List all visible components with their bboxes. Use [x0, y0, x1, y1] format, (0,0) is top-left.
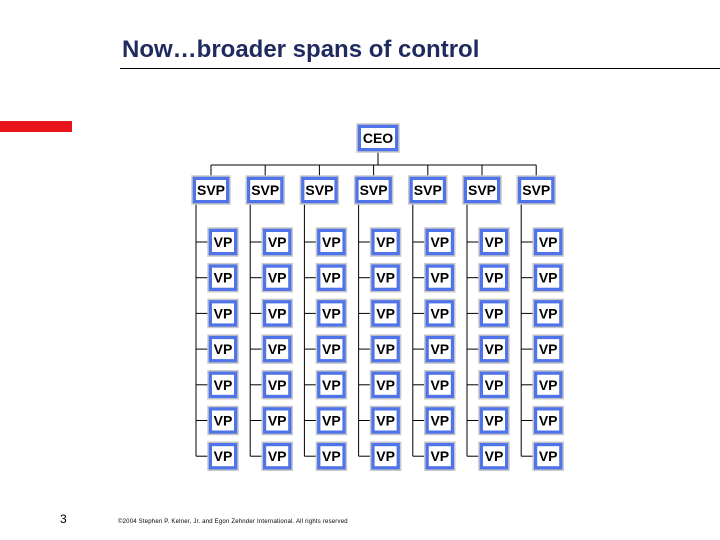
- vp-box: [316, 264, 346, 292]
- vp-box: [371, 264, 401, 292]
- vp-box: [533, 228, 563, 256]
- svp-box: [463, 176, 501, 204]
- svg-text:VP: VP: [322, 412, 341, 429]
- svg-text:VP: VP: [267, 269, 287, 286]
- vp-box: [262, 335, 292, 363]
- vp-box: [425, 442, 455, 470]
- svp-box: [409, 176, 447, 204]
- svg-text:VP: VP: [213, 269, 233, 286]
- vp-box: [425, 299, 455, 327]
- vp-box: [425, 407, 455, 435]
- vp-box: [479, 264, 509, 292]
- vp-box: [316, 228, 346, 256]
- vp-box: [533, 264, 563, 292]
- svg-text:VP: VP: [322, 269, 341, 286]
- svg-text:VP: VP: [322, 341, 341, 358]
- slide-title: Now…broader spans of control: [122, 36, 480, 63]
- svg-text:VP: VP: [430, 234, 450, 251]
- svg-text:VP: VP: [376, 269, 395, 286]
- svg-text:VP: VP: [538, 341, 558, 358]
- vp-box: [425, 335, 455, 363]
- svg-text:VP: VP: [538, 412, 558, 429]
- vp-box: [262, 371, 292, 399]
- vp-box: [208, 228, 238, 256]
- svg-text:VP: VP: [538, 448, 558, 465]
- svg-text:VP: VP: [267, 448, 287, 465]
- svg-text:SVP: SVP: [467, 182, 497, 199]
- svp-box: [300, 176, 338, 204]
- vp-box: [316, 335, 346, 363]
- svg-text:VP: VP: [430, 448, 450, 465]
- svp-box: [192, 176, 230, 204]
- vp-box: [208, 335, 238, 363]
- svg-text:VP: VP: [267, 412, 287, 429]
- svg-text:VP: VP: [430, 341, 450, 358]
- svg-text:VP: VP: [484, 448, 504, 465]
- svg-text:VP: VP: [322, 376, 341, 393]
- svg-text:VP: VP: [376, 305, 395, 322]
- vp-box: [262, 442, 292, 470]
- vp-box: [479, 228, 509, 256]
- svg-text:VP: VP: [213, 448, 233, 465]
- svg-text:VP: VP: [322, 234, 341, 251]
- svg-text:VP: VP: [430, 305, 450, 322]
- svg-text:SVP: SVP: [413, 182, 442, 199]
- svg-text:VP: VP: [484, 376, 504, 393]
- svg-text:VP: VP: [267, 234, 287, 251]
- svg-text:VP: VP: [376, 412, 395, 429]
- svg-text:VP: VP: [376, 448, 395, 465]
- svg-text:VP: VP: [376, 234, 395, 251]
- svg-text:VP: VP: [213, 234, 233, 251]
- svg-text:VP: VP: [376, 341, 395, 358]
- vp-box: [208, 407, 238, 435]
- svg-text:SVP: SVP: [522, 182, 551, 199]
- vp-box: [425, 371, 455, 399]
- svg-text:VP: VP: [213, 305, 233, 322]
- svg-text:VP: VP: [538, 376, 558, 393]
- vp-box: [479, 371, 509, 399]
- svg-text:VP: VP: [213, 341, 233, 358]
- svg-text:VP: VP: [322, 305, 341, 322]
- svg-text:VP: VP: [267, 376, 287, 393]
- svg-text:SVP: SVP: [251, 182, 280, 199]
- svp-box: [517, 176, 555, 204]
- svg-text:VP: VP: [484, 234, 504, 251]
- vp-box: [371, 407, 401, 435]
- vp-box: [533, 442, 563, 470]
- vp-box: [533, 371, 563, 399]
- svp-box: [246, 176, 284, 204]
- vp-box: [316, 371, 346, 399]
- svg-text:VP: VP: [538, 269, 558, 286]
- vp-box: [262, 407, 292, 435]
- svg-text:VP: VP: [267, 341, 287, 358]
- svg-text:VP: VP: [376, 376, 395, 393]
- vp-box: [479, 442, 509, 470]
- svg-text:VP: VP: [322, 448, 341, 465]
- vp-box: [371, 299, 401, 327]
- svg-text:VP: VP: [267, 305, 287, 322]
- vp-box: [208, 371, 238, 399]
- copyright-footer: ©2004 Stephen P. Kelner, Jr. and Egon Zehnder International. All rights reserved: [118, 519, 348, 525]
- page-number: 3: [60, 512, 67, 526]
- svg-text:VP: VP: [430, 412, 450, 429]
- svg-text:VP: VP: [484, 269, 504, 286]
- vp-box: [316, 407, 346, 435]
- vp-box: [479, 335, 509, 363]
- svg-text:VP: VP: [430, 269, 450, 286]
- vp-box: [479, 407, 509, 435]
- vp-box: [262, 264, 292, 292]
- svg-text:CEO: CEO: [362, 130, 394, 147]
- vp-box: [262, 299, 292, 327]
- svp-box: [355, 176, 393, 204]
- svg-text:VP: VP: [484, 412, 504, 429]
- svg-text:VP: VP: [538, 305, 558, 322]
- vp-box: [208, 264, 238, 292]
- vp-box: [316, 442, 346, 470]
- ceo-box: [357, 124, 399, 152]
- svg-text:VP: VP: [213, 412, 233, 429]
- vp-box: [533, 407, 563, 435]
- svg-text:SVP: SVP: [359, 182, 388, 199]
- svg-text:VP: VP: [538, 234, 558, 251]
- svg-text:VP: VP: [430, 376, 450, 393]
- vp-box: [371, 335, 401, 363]
- vp-box: [425, 228, 455, 256]
- svg-text:SVP: SVP: [196, 182, 226, 199]
- vp-box: [208, 442, 238, 470]
- vp-box: [371, 371, 401, 399]
- vp-box: [479, 299, 509, 327]
- svg-text:VP: VP: [213, 376, 233, 393]
- vp-box: [371, 228, 401, 256]
- vp-box: [316, 299, 346, 327]
- vp-box: [208, 299, 238, 327]
- vp-box: [262, 228, 292, 256]
- vp-box: [533, 299, 563, 327]
- vp-box: [425, 264, 455, 292]
- vp-box: [371, 442, 401, 470]
- svg-text:VP: VP: [484, 341, 504, 358]
- vp-box: [533, 335, 563, 363]
- svg-text:VP: VP: [484, 305, 504, 322]
- svg-text:SVP: SVP: [305, 182, 334, 199]
